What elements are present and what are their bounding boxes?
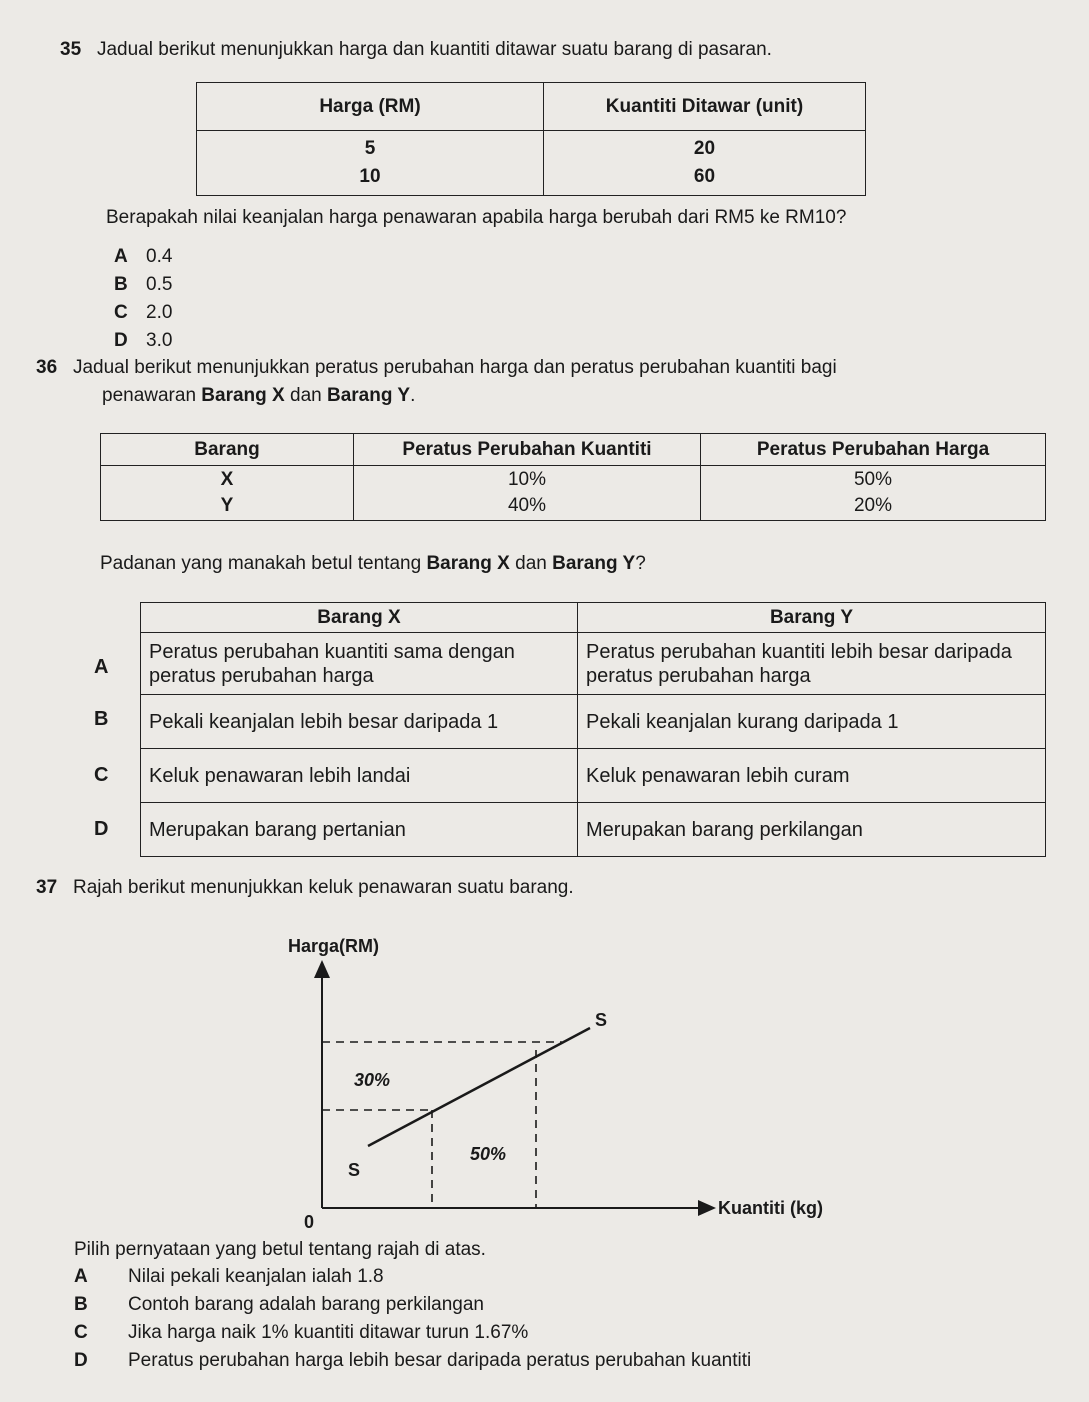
q37-option-d[interactable]: D Peratus perubahan harga lebih besar daripada peratus perubahan kuantiti bbox=[74, 1350, 752, 1371]
curve-label-top: S bbox=[595, 1010, 608, 1030]
q35-quantity-1: 20 bbox=[693, 138, 716, 159]
q35-intro-text: Jadual berikut menunjukkan harga dan kuantiti ditawar suatu barang di pasaran. bbox=[96, 39, 772, 60]
q36-number: 36 bbox=[36, 357, 58, 378]
q35-number: 35 bbox=[60, 39, 82, 60]
quantity-change-label: 50% bbox=[470, 1144, 507, 1164]
q35-quantity-2: 60 bbox=[693, 166, 716, 187]
q36-answer-header-x: Barang X bbox=[141, 603, 578, 633]
q36-intro-line1: Jadual berikut menunjukkan peratus perubahan harga dan peratus perubahan kuantiti bagi bbox=[72, 357, 837, 378]
x-axis-label: Kuantiti (kg) bbox=[718, 1198, 823, 1218]
q36-quantity-x: 10% bbox=[507, 469, 547, 490]
q36-answer-d-x: Merupakan barang pertanian bbox=[141, 803, 578, 857]
q35-price-1: 5 bbox=[364, 138, 376, 159]
q36-answer-c-y: Keluk penawaran lebih curam bbox=[578, 749, 1046, 803]
y-axis-label: Harga(RM) bbox=[288, 936, 380, 956]
q36-answer-a-x: Peratus perubahan kuantiti sama dengan peratus perubahan harga bbox=[141, 633, 578, 695]
q36-answer-b-letter[interactable]: B bbox=[94, 708, 109, 730]
q36-answer-a-y: Peratus perubahan kuantiti lebih besar daripada peratus perubahan harga bbox=[578, 633, 1046, 695]
q36-question: Padanan yang manakah betul tentang Barang X dan Barang Y? bbox=[100, 553, 646, 574]
q35-option-d[interactable]: D 3.0 bbox=[114, 330, 173, 351]
q35-option-a[interactable]: A 0.4 bbox=[114, 246, 173, 267]
q36-header-quantity: Peratus Perubahan Kuantiti bbox=[354, 434, 701, 466]
price-change-label: 30% bbox=[354, 1070, 391, 1090]
q36-answer-d-letter[interactable]: D bbox=[94, 818, 109, 840]
q36-answer-b-y: Pekali keanjalan kurang daripada 1 bbox=[578, 695, 1046, 749]
q37-question: Pilih pernyataan yang betul tentang rajah di atas. bbox=[74, 1239, 486, 1260]
q35-option-c[interactable]: C 2.0 bbox=[114, 302, 173, 323]
q36-goods-y: Y bbox=[220, 495, 234, 516]
q36-goods-x: X bbox=[220, 469, 234, 490]
q37-option-a[interactable]: A Nilai pekali keanjalan ialah 1.8 bbox=[74, 1266, 384, 1287]
q36-answer-d-y: Merupakan barang perkilangan bbox=[578, 803, 1046, 857]
q37-option-b[interactable]: B Contoh barang adalah barang perkilangan bbox=[74, 1294, 484, 1315]
q35-header-quantity: Kuantiti Ditawar (unit) bbox=[544, 83, 866, 131]
q36-price-x: 50% bbox=[853, 469, 893, 490]
origin-label: 0 bbox=[304, 1212, 315, 1232]
curve-label-bottom: S bbox=[348, 1160, 361, 1180]
q36-quantity-y: 40% bbox=[507, 495, 547, 516]
q36-answer-c-letter[interactable]: C bbox=[94, 764, 109, 786]
q36-answer-a-letter[interactable]: A bbox=[94, 656, 109, 678]
q36-header-barang: Barang bbox=[101, 434, 354, 466]
q37-number: 37 bbox=[36, 877, 58, 898]
q37-option-c[interactable]: C Jika harga naik 1% kuantiti ditawar turun 1.67% bbox=[74, 1322, 529, 1343]
q36-answer-b-x: Pekali keanjalan lebih besar daripada 1 bbox=[141, 695, 578, 749]
q36-price-y: 20% bbox=[853, 495, 893, 516]
q37-intro-text: Rajah berikut menunjukkan keluk penawaran suatu barang. bbox=[72, 877, 574, 898]
supply-curve-line bbox=[368, 1028, 590, 1146]
q36-intro-line2: penawaran Barang X dan Barang Y. bbox=[102, 385, 416, 406]
q36-header-price: Peratus Perubahan Harga bbox=[701, 434, 1046, 466]
q35-question: Berapakah nilai keanjalan harga penawaran apabila harga berubah dari RM5 ke RM10? bbox=[106, 207, 847, 228]
q35-header-price: Harga (RM) bbox=[197, 83, 544, 131]
q36-answer-c-x: Keluk penawaran lebih landai bbox=[141, 749, 578, 803]
q36-answer-header-y: Barang Y bbox=[578, 603, 1046, 633]
q35-price-2: 10 bbox=[359, 166, 381, 187]
q35-option-b[interactable]: B 0.5 bbox=[114, 274, 173, 295]
